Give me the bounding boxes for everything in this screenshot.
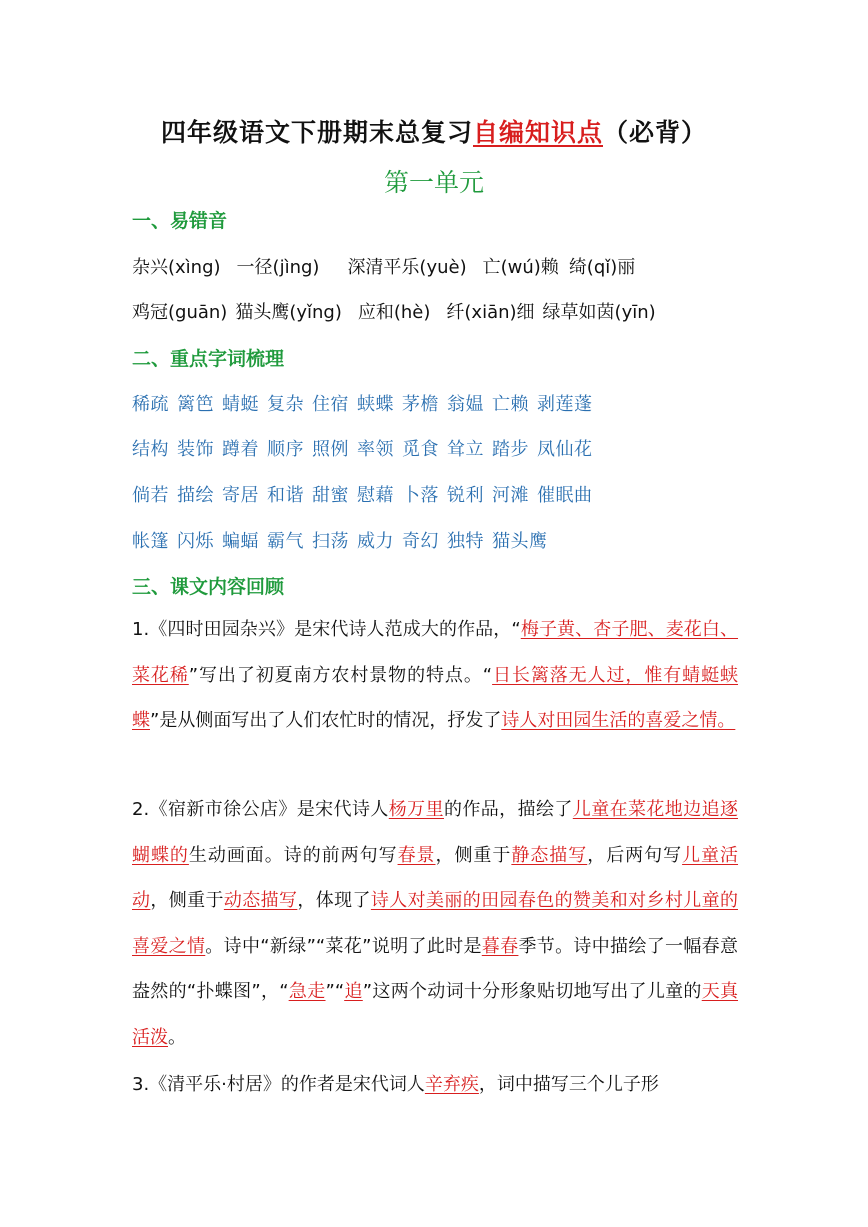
vocab-word: 独特 bbox=[447, 531, 484, 552]
vocab-word: 闪烁 bbox=[177, 531, 214, 552]
vocab-word: 稀疏 bbox=[132, 394, 169, 415]
para-text: ，侧重于 bbox=[435, 844, 512, 866]
para-text: ”这两个动词十分形象贴切地写出了儿童的 bbox=[362, 981, 702, 1003]
vocab-row-1 bbox=[132, 390, 601, 416]
vocab-word: 慰藉 bbox=[357, 485, 394, 506]
para-text: 的作品，描绘了 bbox=[443, 799, 573, 820]
para-highlight: 春景 bbox=[397, 844, 436, 866]
para-text: 1.《四时田园杂兴》是宋代诗人范成大的作品，“ bbox=[132, 619, 521, 640]
vocab-word: 装饰 bbox=[177, 439, 214, 460]
pinyin-row-2 bbox=[132, 298, 672, 324]
title-main: 四年级语文下册期末总复习 bbox=[160, 118, 473, 147]
pinyin-item: 一径(jìng) bbox=[236, 257, 320, 278]
review-paragraph-3 bbox=[132, 1062, 738, 1108]
vocab-word: 描绘 bbox=[177, 485, 214, 506]
para-text: ”写出了初夏南方农村景物的特点。“ bbox=[188, 664, 493, 686]
vocab-word: 照例 bbox=[312, 439, 349, 460]
para-text: ，后两句写 bbox=[587, 844, 683, 866]
vocab-word: 觅食 bbox=[402, 439, 439, 460]
vocab-row-4 bbox=[132, 527, 556, 553]
pinyin-item: 杂兴(xìng) bbox=[132, 257, 221, 278]
pinyin-item: 应和(hè) bbox=[357, 302, 431, 323]
para-text: 3.《清平乐·村居》的作者是宋代词人 bbox=[132, 1074, 425, 1095]
section-heading-vocabulary: 二、重点字词梳理 bbox=[132, 348, 285, 370]
vocab-word: 蝙蝠 bbox=[222, 531, 259, 552]
para-text: ，词中描写三个儿子形 bbox=[478, 1074, 659, 1095]
para-text: 生动画面。诗的前两句写 bbox=[188, 844, 398, 866]
para-highlight: 杨万里 bbox=[388, 799, 444, 820]
review-paragraph-2 bbox=[132, 787, 738, 1061]
vocab-word: 寄居 bbox=[222, 485, 259, 506]
vocab-word: 蹲着 bbox=[222, 439, 259, 460]
para-highlight: 儿童活动 bbox=[132, 844, 739, 912]
vocab-word: 甜蜜 bbox=[312, 485, 349, 506]
para-text: ”“ bbox=[325, 981, 345, 1003]
vocab-word: 结构 bbox=[132, 439, 169, 460]
vocab-word: 复杂 bbox=[267, 394, 304, 415]
para-text: ，体现了 bbox=[297, 890, 371, 912]
title-highlight: 自编知识点 bbox=[472, 118, 603, 147]
vocab-word: 卜落 bbox=[402, 485, 439, 506]
vocab-word: 茅檐 bbox=[402, 394, 439, 415]
vocab-word: 猫头鹰 bbox=[492, 531, 548, 552]
para-text: 。 bbox=[168, 1026, 186, 1048]
vocab-word: 率领 bbox=[357, 439, 394, 460]
para-highlight: 辛弃疾 bbox=[424, 1074, 479, 1095]
vocab-word: 扫荡 bbox=[312, 531, 349, 552]
pinyin-item: 鸡冠(guān) bbox=[132, 302, 228, 323]
pinyin-item: 亡(wú)赖 bbox=[482, 257, 559, 278]
para-highlight: 诗人对美丽的田园春色的赞美和对乡村儿童的喜爱之情 bbox=[132, 890, 738, 957]
para-text: 2.《宿新市徐公店》是宋代诗人 bbox=[132, 799, 389, 820]
vocab-word: 锐利 bbox=[447, 485, 484, 506]
para-text: 季节。诗中描绘了一幅春意盎然的“扑蝶图”，“ bbox=[132, 935, 738, 1003]
vocab-word: 住宿 bbox=[312, 394, 349, 415]
section-heading-pronunciation: 一、易错音 bbox=[132, 210, 228, 232]
para-highlight: 儿童在菜花地边追逐蝴蝶的 bbox=[132, 799, 738, 866]
vocab-row-2 bbox=[132, 435, 601, 461]
para-text: 。诗中“新绿”“菜花”说明了此时是 bbox=[205, 935, 482, 957]
para-text: ”是从侧面写出了人们农忙时的情况，抒发了 bbox=[150, 710, 502, 732]
pinyin-item: 纤(xiān)细 bbox=[446, 302, 535, 323]
vocab-word: 和谐 bbox=[267, 485, 304, 506]
pinyin-item: 绿草如茵(yīn) bbox=[542, 302, 656, 323]
para-highlight: 急走 bbox=[288, 981, 326, 1003]
vocab-word: 威力 bbox=[357, 531, 394, 552]
vocab-word: 耸立 bbox=[447, 439, 484, 460]
para-highlight: 暮春 bbox=[481, 935, 519, 957]
pinyin-item: 深清平乐(yuè) bbox=[347, 257, 467, 278]
unit-heading: 第一单元 bbox=[383, 168, 484, 197]
vocab-word: 亡赖 bbox=[492, 394, 529, 415]
para-highlight: 追 bbox=[344, 981, 363, 1003]
review-paragraph-1 bbox=[132, 607, 738, 744]
vocab-word: 蜻蜓 bbox=[222, 394, 259, 415]
para-highlight: 日长篱落无人过，惟有蜻蜓蛱蝶 bbox=[132, 664, 739, 732]
para-text: ，侧重于 bbox=[150, 890, 224, 912]
pinyin-item: 绮(qǐ)丽 bbox=[568, 257, 636, 278]
vocab-word: 剥莲蓬 bbox=[537, 394, 593, 415]
vocab-word: 霸气 bbox=[267, 531, 304, 552]
title-suffix: （必背） bbox=[603, 118, 708, 147]
pinyin-row-1 bbox=[132, 253, 651, 279]
para-highlight: 梅子黄、杏子肥、麦花白、菜花稀 bbox=[132, 619, 739, 686]
para-highlight: 动态描写 bbox=[223, 890, 298, 912]
para-highlight: 静态描写 bbox=[511, 844, 588, 866]
vocab-row-3 bbox=[132, 481, 601, 507]
vocab-word: 倘若 bbox=[132, 485, 169, 506]
section-heading-review: 三、课文内容回顾 bbox=[132, 576, 285, 598]
vocab-word: 蛱蝶 bbox=[357, 394, 394, 415]
vocab-word: 河滩 bbox=[492, 485, 529, 506]
vocab-word: 奇幻 bbox=[402, 531, 439, 552]
vocab-word: 篱笆 bbox=[177, 394, 214, 415]
pinyin-item: 猫头鹰(yǐng) bbox=[235, 302, 342, 323]
vocab-word: 帐篷 bbox=[132, 531, 169, 552]
document-title bbox=[0, 113, 868, 149]
vocab-word: 翁媪 bbox=[447, 394, 484, 415]
vocab-word: 顺序 bbox=[267, 439, 304, 460]
vocab-word: 凤仙花 bbox=[537, 439, 593, 460]
para-highlight: 天真活泼 bbox=[132, 981, 739, 1048]
vocab-word: 踏步 bbox=[492, 439, 529, 460]
para-highlight: 诗人对田园生活的喜爱之情。 bbox=[501, 710, 736, 732]
vocab-word: 催眠曲 bbox=[537, 485, 593, 506]
